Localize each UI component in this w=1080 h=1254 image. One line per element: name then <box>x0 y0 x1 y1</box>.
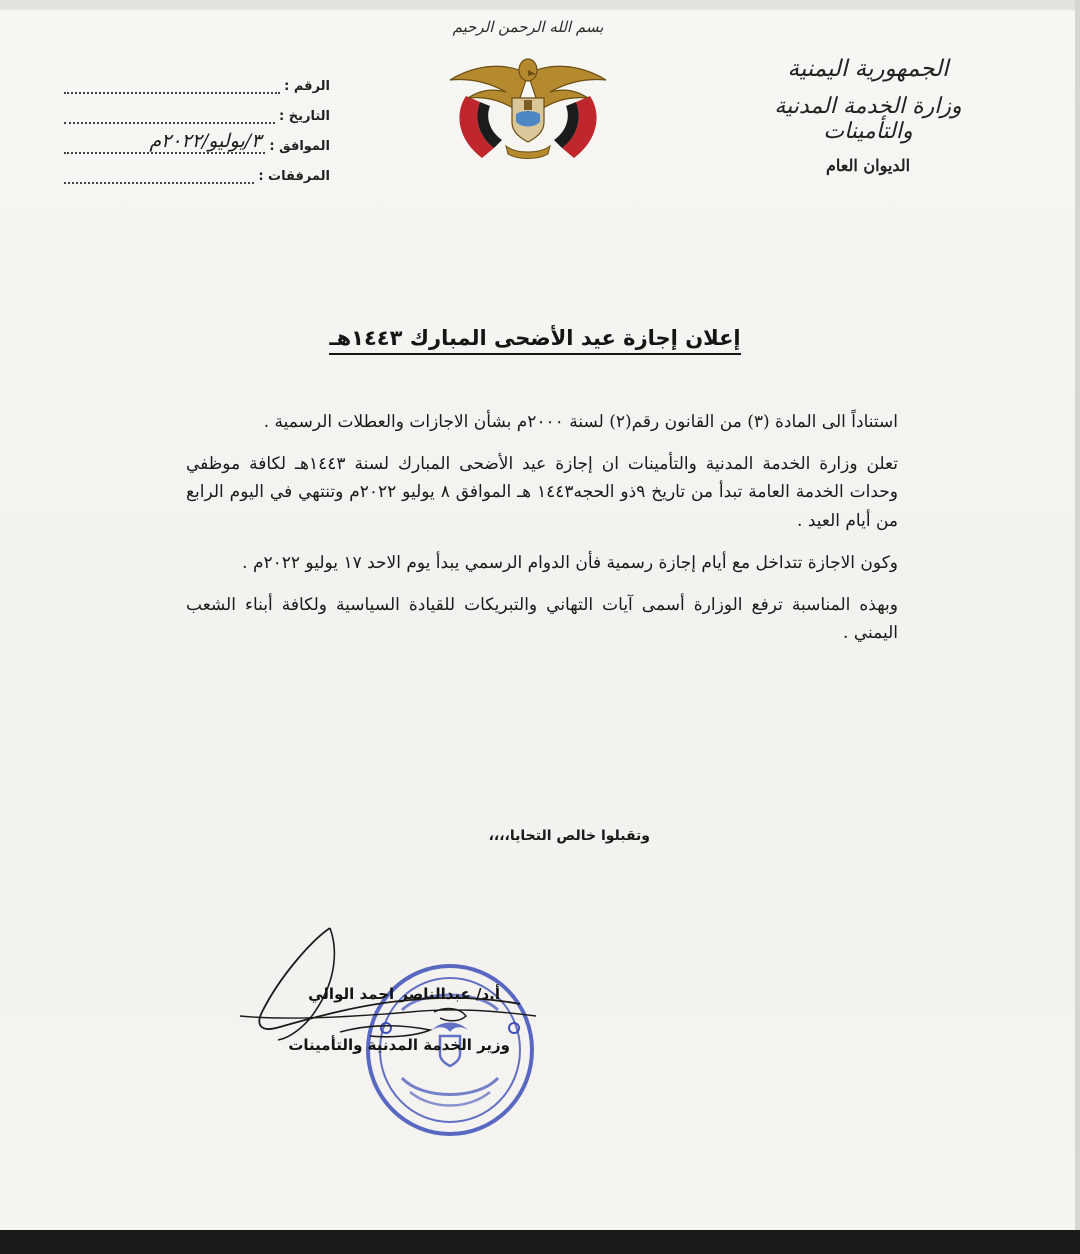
announcement-body <box>186 408 898 662</box>
ref-dotted-line <box>64 130 265 154</box>
body-paragraph: وبهذه المناسبة ترفع الوزارة أسمى آيات التهاني والتبريكات للقيادة السياسية ولكافة أبناء الشعب اليمني . <box>186 595 898 644</box>
signatory-title: وزير الخدمة المدنية والتأمينات <box>288 1036 510 1054</box>
ref-row-date <box>64 94 330 124</box>
office-name: الديوان العام <box>825 156 911 175</box>
ref-label: المرفقات : <box>258 169 330 184</box>
reference-fields <box>64 64 330 184</box>
page-edge-bottom <box>0 1230 1080 1254</box>
eagle-emblem-icon <box>436 18 620 182</box>
body-paragraph: استناداً الى المادة (٣) من القانون رقم(٢) لسنة ٢٠٠٠م بشأن الاجازات والعطلات الرسمية . <box>263 412 898 432</box>
ref-label: التاريخ : <box>279 109 330 124</box>
page-edge-top <box>0 0 1080 10</box>
basmala: بسم الله الرحمن الرحيم <box>452 18 604 36</box>
body-paragraph: تعلن وزارة الخدمة المدنية والتأمينات ان إجازة عيد الأضحى المبارك لسنة ١٤٤٣هـ لكافة موظفي وحدات الخدمة العامة تبدأ من تاريخ ٩ذو الحجه١٤٤٣ هـ الموافق ٨ يوليو ٢٠٢٢م وتنتهي في اليوم الرابع من أيام العيد . <box>186 454 898 531</box>
ref-dotted-line <box>64 78 280 94</box>
ref-dotted-line <box>64 168 254 184</box>
closing-line: وتقبلوا خالص التحايا،،،، <box>488 828 650 844</box>
ref-label: الموافق : <box>269 139 330 154</box>
ref-row-attachments <box>64 154 330 184</box>
state-emblem <box>436 18 620 182</box>
signatory-name: أ.د/ عبدالناصر احمد الوالي <box>308 985 500 1003</box>
ministry-name: وزارة الخدمة المدنية والتأمينات <box>774 94 962 144</box>
ref-dotted-line <box>64 108 275 124</box>
body-paragraph: وكون الاجازة تتداخل مع أيام إجازة رسمية فأن الدوام الرسمي يبدأ يوم الاحد ١٧ يوليو ٢٠٢٢م . <box>242 552 898 573</box>
page-edge-right <box>1075 0 1080 1230</box>
ref-label: الرقم : <box>284 79 330 94</box>
ref-value-handwritten: ٣/يوليو/٢٠٢٢م <box>149 130 262 152</box>
announcement-title-text: إعلان إجازة عيد الأضحى المبارك ١٤٤٣هـ <box>329 326 740 355</box>
ministry-header <box>738 56 998 175</box>
announcement-title <box>320 326 750 350</box>
ref-row-gregorian-date <box>64 124 330 154</box>
country-name: الجمهورية اليمنية <box>787 56 949 82</box>
ref-row-number <box>64 64 330 94</box>
